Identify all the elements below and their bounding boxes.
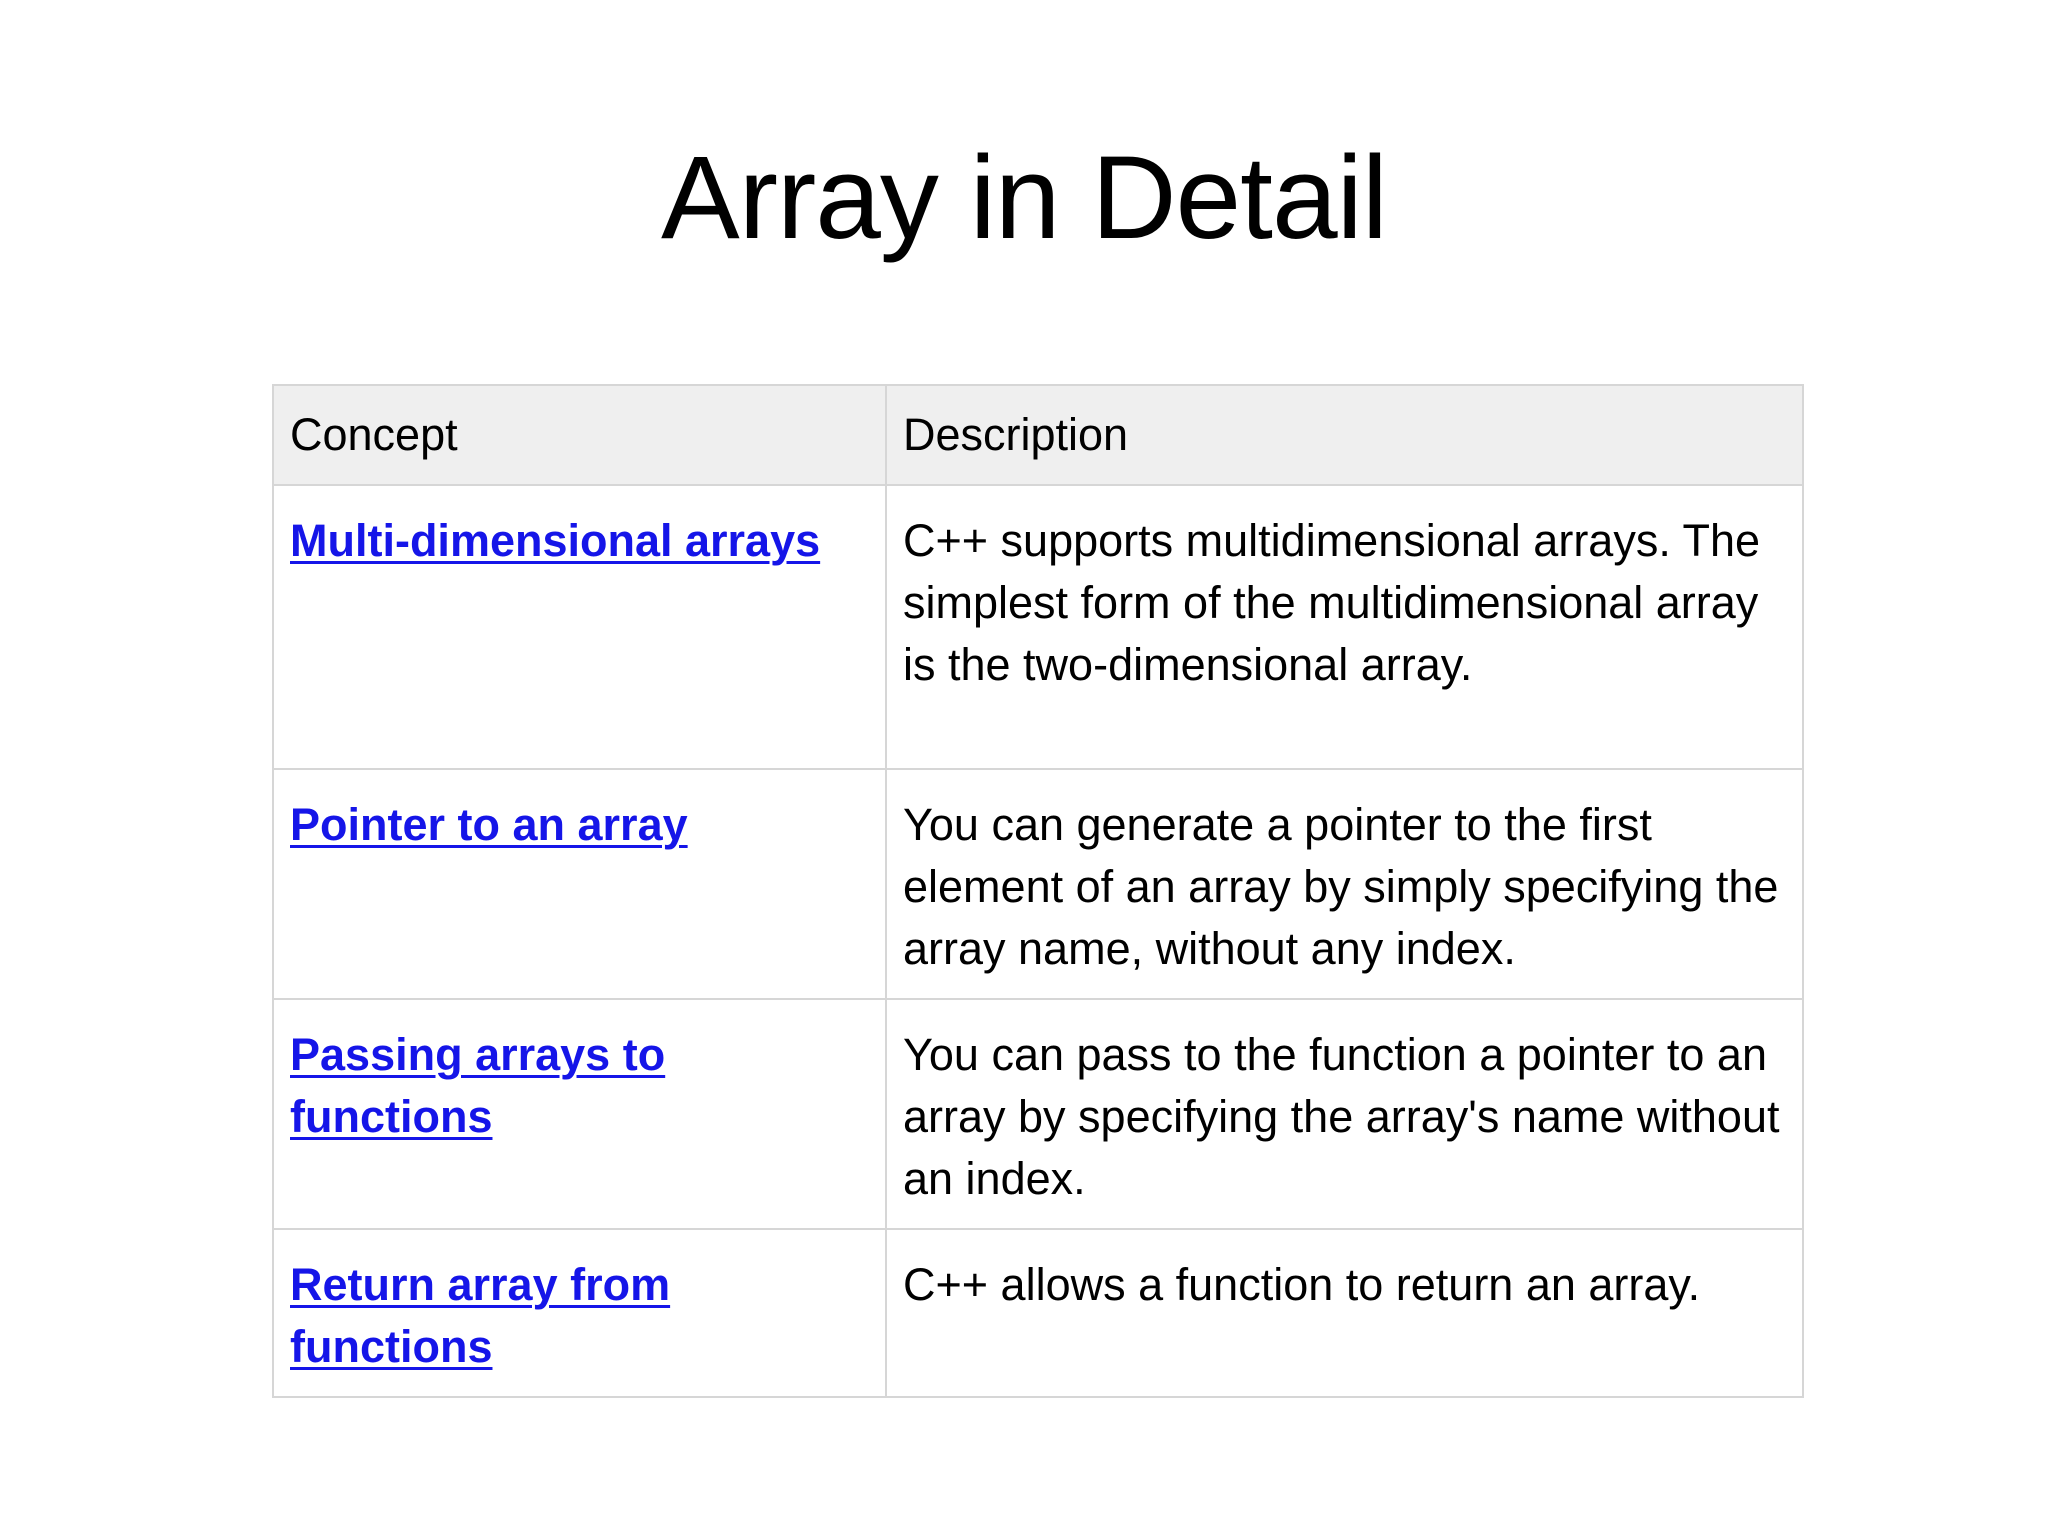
column-header-description: Description (886, 385, 1803, 485)
table-row (273, 769, 1803, 999)
concept-link-pointer-to-an-array[interactable]: Pointer to an array (290, 799, 688, 850)
concept-link-passing-arrays-to-functions[interactable]: Passing arrays to functions (290, 1029, 666, 1142)
description-cell: C++ allows a function to return an array. (886, 1229, 1803, 1397)
table-row (273, 1229, 1803, 1397)
concept-link-multi-dimensional-arrays[interactable]: Multi-dimensional arrays (290, 515, 821, 566)
table-row (273, 485, 1803, 769)
description-cell: C++ supports multidimensional arrays. The simplest form of the multidimensional array is the two-dimensional array. (886, 485, 1803, 769)
concept-cell (273, 769, 886, 999)
slide-title: Array in Detail (660, 132, 1387, 264)
concept-cell (273, 1229, 886, 1397)
description-cell: You can generate a pointer to the first element of an array by simply specifying the array name, without any index. (886, 769, 1803, 999)
description-cell: You can pass to the function a pointer to an array by specifying the array's name without an index. (886, 999, 1803, 1229)
table-row (273, 999, 1803, 1229)
concept-link-return-array-from-functions[interactable]: Return array from functions (290, 1259, 671, 1372)
concept-cell (273, 485, 886, 769)
concept-cell (273, 999, 886, 1229)
array-concepts-table (272, 384, 1804, 1398)
table-header-row (273, 385, 1803, 485)
column-header-concept: Concept (273, 385, 886, 485)
